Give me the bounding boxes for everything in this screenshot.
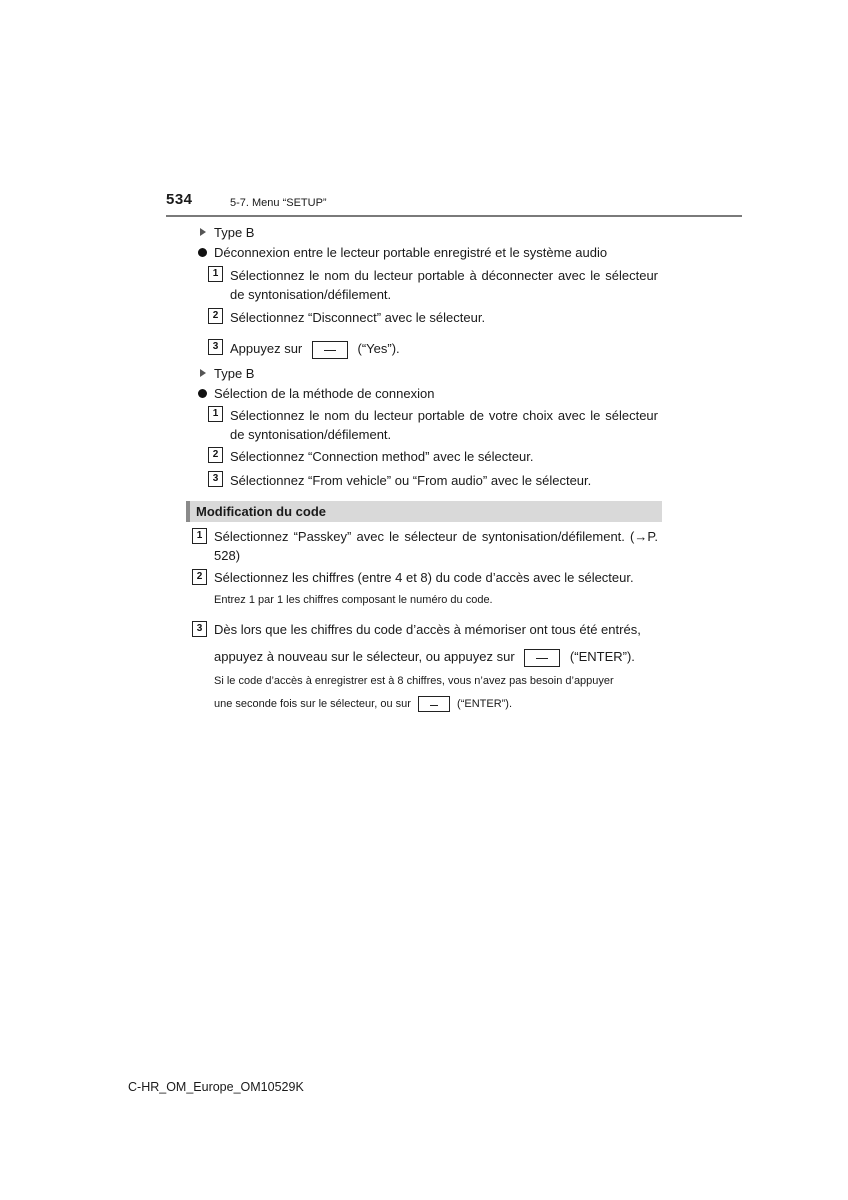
section-heading-accent [186, 501, 190, 522]
step-note-before: une seconde fois sur le sélecteur, ou sur [214, 698, 411, 710]
bullet-title: Sélection de la méthode de connexion [214, 386, 435, 401]
step-text-before: appuyez à nouveau sur le sélecteur, ou appuyez sur [214, 649, 515, 664]
dash-key-icon [524, 649, 560, 667]
step-number-3: 3 [208, 471, 223, 487]
step-text: Sélectionnez les chiffres (entre 4 et 8) du code d’accès avec le sélecteur. [214, 570, 634, 585]
bullet-icon [198, 248, 207, 257]
triangle-marker-icon [200, 228, 206, 236]
step-number-3: 3 [208, 339, 223, 355]
step-text-main: Sélectionnez “Passkey” avec le sélecteur de syntonisation/défilement. [214, 529, 625, 544]
dash-key-icon [418, 696, 450, 712]
step-text-before: Appuyez sur [230, 341, 303, 356]
step-note: Entrez 1 par 1 les chiffres composant le numéro du code. [214, 594, 493, 606]
section-heading: Modification du code [196, 504, 326, 519]
step-text-line2 [214, 647, 635, 667]
section-reference: 5-7. Menu “SETUP” [230, 197, 327, 209]
step-number-2: 2 [208, 447, 223, 463]
step-text-after: (“Yes”). [357, 341, 400, 356]
bullet-title: Déconnexion entre le lecteur portable enregistré et le système audio [214, 245, 608, 260]
step-number-2: 2 [192, 569, 207, 585]
page-reference: (→P. 528) [214, 529, 658, 563]
triangle-marker-icon [200, 369, 206, 377]
step-number-1: 1 [192, 528, 207, 544]
step-text: Sélectionnez “Disconnect” avec le sélecteur. [230, 310, 486, 325]
header-rule [166, 215, 742, 217]
step-note-line2 [214, 696, 512, 712]
bullet-icon [198, 389, 207, 398]
step-number-1: 1 [208, 266, 223, 282]
step-number-2: 2 [208, 308, 223, 324]
step-number-3: 3 [192, 621, 207, 637]
step-number-1: 1 [208, 406, 223, 422]
type-label: Type B [214, 225, 255, 240]
step-text-line1: Dès lors que les chiffres du code d’accès à mémoriser ont tous été entrés, [214, 622, 641, 637]
step-text: Sélectionnez le nom du lecteur portable à déconnecter avec le sélecteur de syntonisation/défilement. [230, 268, 658, 302]
step-text [230, 339, 400, 359]
page-number: 534 [166, 191, 193, 208]
document-code: C-HR_OM_Europe_OM10529K [128, 1080, 304, 1094]
step-text [214, 527, 658, 565]
step-text: Sélectionnez “From vehicle” ou “From audio” avec le sélecteur. [230, 473, 592, 488]
step-text-after: (“ENTER”). [569, 649, 635, 664]
step-note-line1: Si le code d’accès à enregistrer est à 8 chiffres, vous n’avez pas besoin d’appuyer [214, 675, 614, 687]
dash-key-icon [312, 341, 348, 359]
type-label: Type B [214, 366, 255, 381]
step-text: Sélectionnez le nom du lecteur portable de votre choix avec le sélecteur de syntonisation/défilement. [230, 408, 658, 442]
step-note-after: (“ENTER”). [457, 698, 513, 710]
step-text: Sélectionnez “Connection method” avec le sélecteur. [230, 449, 534, 464]
